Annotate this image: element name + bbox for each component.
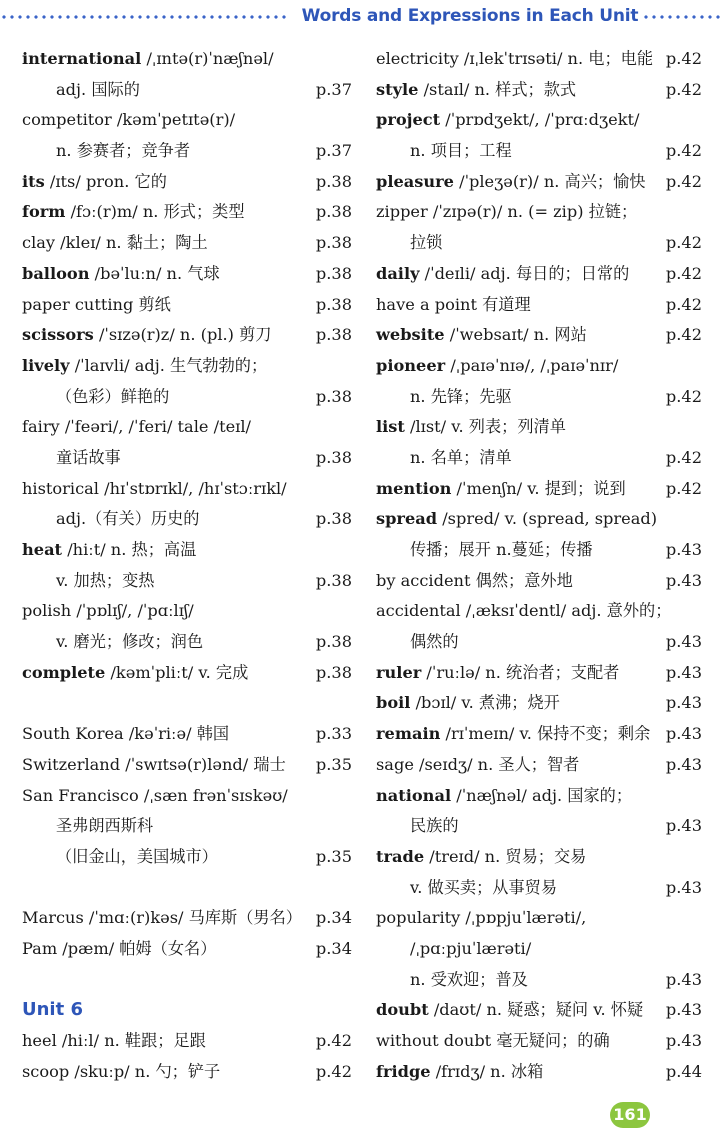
- entry-text: [22, 995, 83, 1026]
- entry-definition: 民族的: [410, 816, 459, 836]
- headword: ruler: [376, 662, 422, 682]
- entry-definition: 童话故事: [56, 447, 121, 467]
- page-reference: p.43: [665, 816, 702, 836]
- entry-definition: v. 磨光；修改；润色: [56, 632, 204, 652]
- vocab-entry-line: [376, 566, 702, 597]
- entry-definition: 偶然的: [410, 632, 459, 652]
- entry-definition: without doubt 毫无疑问；的确: [376, 1031, 610, 1050]
- entry-text: [376, 873, 557, 904]
- section-spacer: [22, 965, 352, 996]
- entry-text: [376, 811, 459, 842]
- entry-definition: electricity /ɪˌlekˈtrɪsəti/ n. 电；电能: [376, 49, 654, 68]
- entry-text: [376, 719, 650, 750]
- entry-definition: popularity /ˌpɒpjuˈlærəti/,: [376, 908, 587, 928]
- vocab-entry-line: [22, 382, 352, 413]
- page-reference: p.38: [315, 202, 352, 222]
- section-spacer: [22, 688, 352, 719]
- entry-definition: scoop /skuːp/ n. 勺；铲子: [22, 1061, 221, 1081]
- entry-definition: /staɪl/ n. 样式；款式: [418, 79, 577, 99]
- vocab-entry-line: [376, 719, 702, 750]
- page-reference: p.42: [665, 325, 702, 345]
- vocab-entry-line: [376, 320, 702, 351]
- vocab-entry-line: [376, 658, 702, 689]
- entry-definition: n. 受欢迎；普及: [410, 969, 528, 989]
- entry-text: [22, 811, 153, 842]
- vocab-entry-line: [22, 443, 352, 474]
- vocab-entry-line: [22, 320, 352, 351]
- page-reference: p.42: [665, 294, 702, 314]
- vocab-entry-line: [376, 105, 702, 136]
- entry-text: [22, 842, 218, 873]
- vocab-entry-line: [376, 167, 702, 198]
- entry-text: [376, 290, 531, 321]
- entry-text: [376, 412, 566, 443]
- headword: website: [376, 325, 445, 345]
- page-reference: p.38: [315, 171, 352, 191]
- entry-definition: 传播；展开 n.蔓延；传播: [410, 540, 593, 559]
- entry-definition: /ˈpleʒə(r)/ n. 高兴；愉快: [453, 171, 646, 191]
- entry-text: [376, 934, 531, 965]
- entry-definition: adj.（有关）历史的: [56, 509, 200, 529]
- page-reference: p.37: [315, 141, 352, 161]
- page-reference: p.38: [315, 447, 352, 467]
- vocab-entry-line: [22, 167, 352, 198]
- entry-text: [376, 842, 586, 873]
- entry-definition: accidental /ˌæksɪˈdentl/ adj. 意外的；: [376, 601, 672, 621]
- headword: form: [22, 202, 66, 222]
- entry-text: [22, 75, 140, 106]
- vocab-entry-line: [376, 842, 702, 873]
- vocab-entry-line: [376, 1057, 702, 1088]
- vocab-entry-line: [376, 535, 702, 566]
- header-dotted-rule-left: [0, 15, 290, 19]
- entry-text: [22, 1057, 220, 1088]
- entry-text: [376, 596, 671, 627]
- page-reference: p.43: [665, 1000, 702, 1020]
- vocab-entry-line: [376, 228, 702, 259]
- vocab-entry-line: [22, 842, 352, 873]
- entry-definition: polish /ˈpɒlɪʃ/, /ˈpɑːlɪʃ/: [22, 601, 194, 621]
- page-reference: p.43: [665, 877, 702, 897]
- entry-definition: /ˈdeɪli/ adj. 每日的；日常的: [419, 263, 630, 283]
- entry-text: [376, 105, 639, 136]
- entry-definition: /spred/ v. (spread, spread): [437, 509, 658, 529]
- entry-definition: /frɪdʒ/ n. 冰箱: [430, 1061, 544, 1081]
- page-reference: p.34: [315, 908, 352, 928]
- page-reference: p.43: [665, 662, 702, 682]
- entry-definition: n. 项目；工程: [410, 141, 512, 161]
- page-reference: p.38: [315, 570, 352, 590]
- unit-heading-row: [22, 995, 352, 1026]
- vocab-entry-line: [22, 903, 352, 934]
- vocab-entry-line: [22, 627, 352, 658]
- page-reference: p.44: [665, 1061, 702, 1081]
- entry-definition: adj. 国际的: [56, 79, 140, 99]
- vocab-entry-line: [22, 504, 352, 535]
- entry-text: [376, 658, 619, 689]
- page-reference: p.33: [315, 724, 352, 744]
- entry-text: [22, 44, 274, 75]
- entry-definition: n. 名单；清单: [410, 447, 512, 467]
- entry-text: [376, 1026, 610, 1057]
- entry-definition: /ˈlaɪvli/ adj. 生气勃勃的；: [69, 355, 268, 375]
- headword: lively: [22, 355, 70, 375]
- entry-definition: /ˌɪntə(r)ˈnæʃnəl/: [141, 49, 274, 68]
- page-reference: p.42: [665, 263, 702, 283]
- vocab-entry-line: [376, 934, 702, 965]
- entry-text: [22, 903, 302, 934]
- entry-definition: /rɪˈmeɪn/ v. 保持不变；剩余: [440, 724, 651, 744]
- page-reference: p.42: [665, 478, 702, 498]
- page-reference: p.34: [315, 938, 352, 958]
- headword: complete: [22, 662, 106, 682]
- headword: list: [376, 417, 405, 437]
- entry-definition: /kəmˈpliːt/ v. 完成: [105, 662, 249, 682]
- entry-definition: San Francisco /ˌsæn frənˈsɪskəʊ/: [22, 785, 288, 805]
- vocab-entry-line: [376, 1026, 702, 1057]
- page-reference: p.43: [665, 1031, 702, 1050]
- entry-text: [22, 228, 208, 259]
- vocab-entry-line: [376, 811, 702, 842]
- headword: its: [22, 171, 45, 191]
- page-reference: p.43: [665, 724, 702, 744]
- entry-text: [376, 781, 632, 812]
- entry-definition: /hiːt/ n. 热；高温: [62, 540, 197, 559]
- vocab-entry-line: [376, 688, 702, 719]
- vocab-entry-line: [22, 811, 352, 842]
- entry-definition: competitor /kəmˈpetɪtə(r)/: [22, 110, 236, 130]
- vocab-entry-line: [376, 197, 702, 228]
- headword: style: [376, 79, 419, 99]
- entry-text: [22, 750, 286, 781]
- vocab-column-right: [376, 44, 702, 1087]
- entry-definition: Pam /pæm/ 帕姆（女名）: [22, 938, 217, 958]
- vocab-entry-line: [22, 259, 352, 290]
- entry-definition: paper cutting 剪纸: [22, 294, 171, 314]
- vocab-entry-line: [376, 627, 702, 658]
- entry-text: [376, 351, 618, 382]
- entry-text: [22, 658, 248, 689]
- entry-definition: （色彩）鲜艳的: [56, 386, 170, 406]
- headword: trade: [376, 846, 425, 866]
- entry-definition: /ˈruːlə/ n. 统治者；支配者: [421, 662, 620, 682]
- page-reference: p.42: [665, 171, 702, 191]
- entry-text: [376, 167, 645, 198]
- entry-text: [376, 566, 573, 597]
- entry-text: [376, 228, 442, 259]
- entry-definition: n. 先锋；先驱: [410, 386, 512, 406]
- vocab-entry-line: [376, 44, 702, 75]
- entry-text: [376, 965, 528, 996]
- headword: mention: [376, 478, 452, 498]
- vocab-entry-line: [22, 75, 352, 106]
- headword: international: [22, 49, 142, 68]
- section-spacer: [22, 873, 352, 904]
- headword: spread: [376, 509, 438, 529]
- vocab-entry-line: [22, 781, 352, 812]
- entry-definition: 圣弗朗西斯科: [56, 816, 154, 836]
- headword: boil: [376, 693, 411, 713]
- page-reference: p.35: [315, 846, 352, 866]
- vocab-entry-line: [22, 1026, 352, 1057]
- unit-heading: Unit 6: [22, 999, 83, 1021]
- entry-text: [376, 75, 576, 106]
- vocab-column-left: [22, 44, 352, 1087]
- entry-text: [22, 351, 267, 382]
- vocab-entry-line: [376, 903, 702, 934]
- entry-text: [22, 290, 171, 321]
- entry-text: [376, 995, 643, 1026]
- page-reference: p.42: [315, 1061, 352, 1081]
- entry-definition: v. 加热；变热: [56, 570, 155, 590]
- headword: doubt: [376, 1000, 429, 1020]
- headword: national: [376, 785, 452, 805]
- entry-definition: /ˌpɑːpjuˈlærəti/: [410, 938, 532, 958]
- entry-definition: sage /seɪdʒ/ n. 圣人；智者: [376, 754, 580, 774]
- entry-text: [376, 259, 629, 290]
- vocab-entry-line: [376, 965, 702, 996]
- vocab-entry-line: [22, 105, 352, 136]
- entry-text: [22, 596, 194, 627]
- entry-text: [22, 934, 216, 965]
- vocab-entry-line: [22, 351, 352, 382]
- page-reference: p.42: [665, 447, 702, 467]
- headword: pleasure: [376, 171, 454, 191]
- entry-text: [376, 750, 579, 781]
- entry-definition: /ˈsɪzə(r)z/ n. (pl.) 剪刀: [93, 325, 272, 345]
- entry-definition: v. 做买卖；从事贸易: [410, 877, 558, 897]
- entry-definition: /treɪd/ n. 贸易；交易: [424, 846, 587, 866]
- vocab-entry-line: [376, 412, 702, 443]
- entry-definition: by accident 偶然；意外地: [376, 570, 573, 590]
- entry-definition: /fɔː(r)m/ n. 形式；类型: [65, 202, 245, 222]
- vocab-entry-line: [22, 197, 352, 228]
- page-reference: p.38: [315, 386, 352, 406]
- entry-text: [376, 382, 512, 413]
- headword: project: [376, 110, 441, 130]
- vocab-entry-line: [376, 290, 702, 321]
- entry-text: [22, 627, 203, 658]
- entry-text: [22, 382, 169, 413]
- page-reference: p.43: [665, 570, 702, 590]
- header-band: [0, 0, 720, 34]
- vocab-entry-line: [22, 719, 352, 750]
- entry-definition: clay /kleɪ/ n. 黏土；陶土: [22, 233, 208, 253]
- entry-text: [22, 535, 196, 566]
- page-header-title: Words and Expressions in Each Unit: [301, 6, 639, 26]
- entry-text: [376, 627, 459, 658]
- entry-text: [376, 504, 657, 535]
- entry-text: [22, 197, 245, 228]
- vocab-entry-line: [22, 750, 352, 781]
- vocab-entry-line: [376, 382, 702, 413]
- entry-text: [22, 167, 167, 198]
- entry-definition: （旧金山，美国城市）: [56, 846, 218, 866]
- entry-definition: fairy /ˈfeəri/, /ˈferi/ tale /teɪl/: [22, 417, 251, 437]
- page-number-badge: 161: [610, 1102, 650, 1128]
- page-reference: p.38: [315, 233, 352, 253]
- entry-definition: heel /hiːl/ n. 鞋跟；足跟: [22, 1031, 206, 1050]
- vocab-entry-line: [376, 781, 702, 812]
- entry-text: [22, 781, 288, 812]
- entry-text: [22, 474, 287, 505]
- page-reference: p.38: [315, 263, 352, 283]
- entry-definition: /bɔɪl/ v. 煮沸；烧开: [410, 693, 560, 713]
- page-reference: p.42: [665, 79, 702, 99]
- vocab-entry-line: [22, 474, 352, 505]
- entry-text: [376, 474, 626, 505]
- headword: daily: [376, 263, 420, 283]
- entry-definition: n. 参赛者；竞争者: [56, 141, 191, 161]
- entry-text: [376, 688, 560, 719]
- vocab-entry-line: [22, 535, 352, 566]
- vocab-entry-line: [22, 44, 352, 75]
- entry-definition: /ˈwebsaɪt/ n. 网站: [444, 325, 587, 345]
- page-reference: p.43: [665, 693, 702, 713]
- entry-text: [376, 197, 637, 228]
- vocab-entry-line: [376, 474, 702, 505]
- headword: pioneer: [376, 355, 446, 375]
- page-reference: p.38: [315, 509, 352, 529]
- vocab-entry-line: [376, 873, 702, 904]
- vocab-entry-line: [22, 934, 352, 965]
- vocab-entry-line: [22, 136, 352, 167]
- page-reference: p.38: [315, 662, 352, 682]
- entry-text: [22, 566, 154, 597]
- page-reference: p.43: [665, 969, 702, 989]
- entry-definition: have a point 有道理: [376, 294, 531, 314]
- entry-definition: /lɪst/ v. 列表；列清单: [404, 417, 566, 437]
- page-reference: p.42: [665, 233, 702, 253]
- page-reference: p.43: [665, 754, 702, 774]
- entry-text: [376, 136, 512, 167]
- headword: fridge: [376, 1061, 431, 1081]
- entry-definition: historical /hɪˈstɒrɪkl/, /hɪˈstɔːrɪkl/: [22, 478, 287, 498]
- entry-text: [22, 320, 272, 351]
- vocab-entry-line: [376, 750, 702, 781]
- entry-text: [376, 1057, 543, 1088]
- entry-text: [22, 719, 229, 750]
- entry-definition: /ɪts/ pron. 它的: [44, 171, 167, 191]
- vocab-entry-line: [22, 412, 352, 443]
- vocab-entry-line: [376, 443, 702, 474]
- entry-definition: /ˈnæʃnəl/ adj. 国家的；: [451, 785, 633, 805]
- vocab-entry-line: [22, 566, 352, 597]
- vocab-entry-line: [376, 351, 702, 382]
- entry-definition: Marcus /ˈmɑː(r)kəs/ 马库斯（男名）: [22, 908, 302, 928]
- entry-text: [22, 136, 190, 167]
- vocab-entry-line: [376, 504, 702, 535]
- vocab-entry-line: [376, 136, 702, 167]
- headword: remain: [376, 724, 441, 744]
- entry-text: [22, 259, 220, 290]
- vocab-entry-line: [22, 596, 352, 627]
- vocab-entry-line: [376, 75, 702, 106]
- page-reference: p.37: [315, 79, 352, 99]
- entry-definition: zipper /ˈzɪpə(r)/ n. (= zip) 拉链；: [376, 202, 638, 222]
- entry-text: [22, 1026, 206, 1057]
- vocab-entry-line: [22, 658, 352, 689]
- vocab-entry-line: [376, 596, 702, 627]
- entry-definition: South Korea /kəˈriːə/ 韩国: [22, 724, 230, 744]
- page-reference: p.38: [315, 294, 352, 314]
- entry-definition: /ˌpaɪəˈnɪə/, /ˌpaɪəˈnɪr/: [445, 355, 619, 375]
- entry-text: [376, 320, 587, 351]
- page-reference: p.43: [665, 540, 702, 559]
- entry-definition: /ˈmenʃn/ v. 提到；说到: [451, 478, 626, 498]
- page-reference: p.42: [665, 141, 702, 161]
- entry-text: [376, 535, 593, 566]
- page-reference: p.42: [665, 49, 702, 68]
- headword: heat: [22, 540, 63, 559]
- entry-text: [376, 443, 512, 474]
- page-reference: p.38: [315, 632, 352, 652]
- entry-definition: 拉锁: [410, 233, 443, 253]
- entry-text: [22, 443, 121, 474]
- vocab-entry-line: [22, 290, 352, 321]
- headword: scissors: [22, 325, 94, 345]
- entry-definition: Switzerland /ˈswɪtsə(r)lənd/ 瑞士: [22, 754, 286, 774]
- entry-text: [22, 412, 251, 443]
- vocab-entry-line: [22, 228, 352, 259]
- headword: balloon: [22, 263, 90, 283]
- page-reference: p.35: [315, 754, 352, 774]
- entry-definition: /bəˈluːn/ n. 气球: [89, 263, 220, 283]
- entry-definition: /ˈprɒdʒekt/, /ˈprɑːdʒekt/: [440, 110, 640, 130]
- entry-text: [22, 504, 200, 535]
- vocab-entry-line: [376, 995, 702, 1026]
- entry-text: [22, 105, 235, 136]
- entry-text: [376, 903, 586, 934]
- entry-text: [376, 44, 653, 75]
- page-reference: p.42: [665, 386, 702, 406]
- page-reference: p.38: [315, 325, 352, 345]
- header-dotted-rule-right: [642, 15, 720, 19]
- vocab-entry-line: [22, 1057, 352, 1088]
- vocab-entry-line: [376, 259, 702, 290]
- entry-definition: /daʊt/ n. 疑惑；疑问 v. 怀疑: [428, 1000, 644, 1020]
- page-reference: p.42: [315, 1031, 352, 1050]
- page-reference: p.43: [665, 632, 702, 652]
